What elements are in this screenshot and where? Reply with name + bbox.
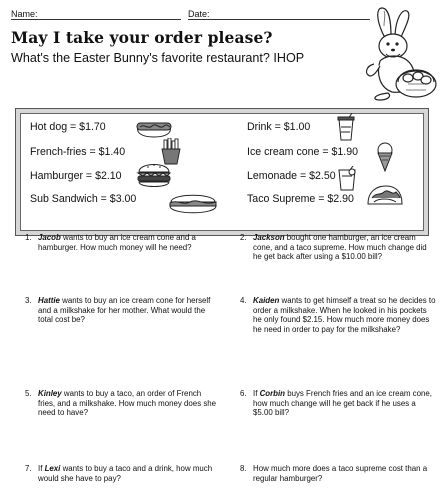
name-label: Name: (11, 9, 38, 19)
question-prefix: If (253, 389, 260, 398)
hamburger-icon (136, 160, 172, 190)
date-line[interactable] (188, 19, 370, 20)
question-5 (25, 389, 220, 418)
question-2 (240, 233, 436, 262)
question-name: Kaiden (253, 296, 280, 305)
menu-item-sub-sandwich: Sub Sandwich = $3.00 (30, 193, 137, 205)
sub-sandwich-icon (168, 191, 218, 217)
question-number: 5. (25, 389, 32, 398)
question-name: Jacob (38, 233, 61, 242)
question-text: wants to buy a taco, an order of French fries, and a milkshake. How much money does she need to have? (38, 389, 217, 418)
question-number: 8. (240, 464, 247, 473)
menu-item-taco-supreme: Taco Supreme = $2.90 (247, 193, 354, 205)
question-number: 3. (25, 296, 32, 305)
question-number: 2. (240, 233, 247, 242)
question-number: 7. (25, 464, 32, 473)
menu-item-french-fries: French-fries = $1.40 (30, 146, 126, 158)
name-line[interactable] (11, 19, 181, 20)
hot-dog-icon (134, 117, 174, 139)
question-3 (25, 296, 221, 325)
menu-item-hamburger: Hamburger = $2.10 (30, 170, 122, 182)
taco-icon (366, 184, 404, 206)
drink-icon (336, 113, 356, 141)
question-text: wants to buy an ice cream cone for herself and a milkshake for her mother. What would the total cost be? (38, 296, 211, 325)
menu-item-ice-cream-cone: Ice cream cone = $1.90 (247, 146, 359, 158)
riddle-subtitle: What's the Easter Bunny's favorite restaurant? IHOP (11, 51, 305, 65)
question-name: Lexi (44, 464, 61, 473)
question-number: 6. (240, 389, 247, 398)
date-label: Date: (188, 9, 210, 19)
question-text: wants to get himself a treat so he decides to order a milkshake. When he looked in his pockets he only found $2.15. How much more money does he need in order to pay for the milkshake? (253, 296, 436, 334)
lemonade-icon (336, 166, 358, 191)
menu-item-lemonade: Lemonade = $2.50 (247, 170, 336, 182)
question-name: Jackson (253, 233, 285, 242)
question-text: wants to buy an ice cream cone and a hamburger. How much money will he need? (38, 233, 196, 252)
question-name: Corbin (259, 389, 285, 398)
question-text: wants to buy a taco and a drink, how much would she have to pay? (38, 464, 213, 483)
question-name: Kinley (38, 389, 62, 398)
menu-item-drink: Drink = $1.00 (247, 121, 311, 133)
question-text: bought one hamburger, an ice cream cone, and a taco supreme. How much change did he get back after using a $10.00 bill? (253, 233, 427, 262)
question-1 (25, 233, 220, 252)
worksheet-title: May I take your order please? (11, 28, 273, 47)
easter-bunny-icon (362, 6, 440, 102)
question-6 (240, 389, 436, 418)
question-text: buys French fries and an ice cream cone, how much change will he get back if he uses a $5.00 bill? (253, 389, 432, 418)
question-7 (25, 464, 220, 483)
question-8 (240, 464, 436, 483)
question-prefix: If (38, 464, 45, 473)
menu-item-hot-dog: Hot dog = $1.70 (30, 121, 106, 133)
question-4 (240, 296, 436, 334)
question-number: 1. (25, 233, 32, 242)
ice-cream-icon (376, 142, 394, 172)
question-name: Hattie (38, 296, 60, 305)
question-text: How much more does a taco supreme cost than a regular hamburger? (253, 464, 428, 483)
question-number: 4. (240, 296, 247, 305)
